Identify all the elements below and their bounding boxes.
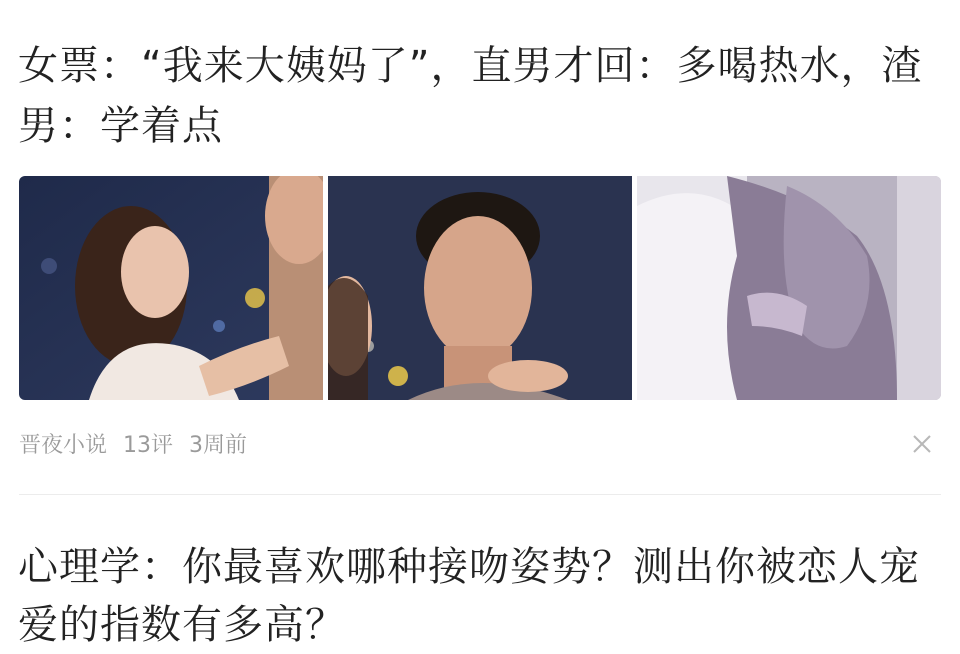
article-source[interactable]: 晋夜小说 [19,433,108,458]
feed-divider [19,494,941,495]
close-icon [908,430,936,458]
article-time: 3周前 [189,433,248,458]
article-title[interactable]: 女票：“我来大姨妈了”，直男才回：多喝热水，渣男：学着点 [18,43,923,149]
thumbnail-image-1[interactable] [19,176,323,400]
dismiss-button[interactable] [908,430,936,458]
article-comment-count[interactable]: 13评 [123,433,174,458]
thumbnail-image-3[interactable] [637,176,941,400]
article-thumbnails[interactable] [19,176,941,400]
article-2-title[interactable]: 心理学：你最喜欢哪种接吻姿势？测出你被恋人宠爱的指数有多高？ [18,544,920,648]
thumbnail-image-2[interactable] [328,176,632,400]
article-meta [19,428,247,459]
